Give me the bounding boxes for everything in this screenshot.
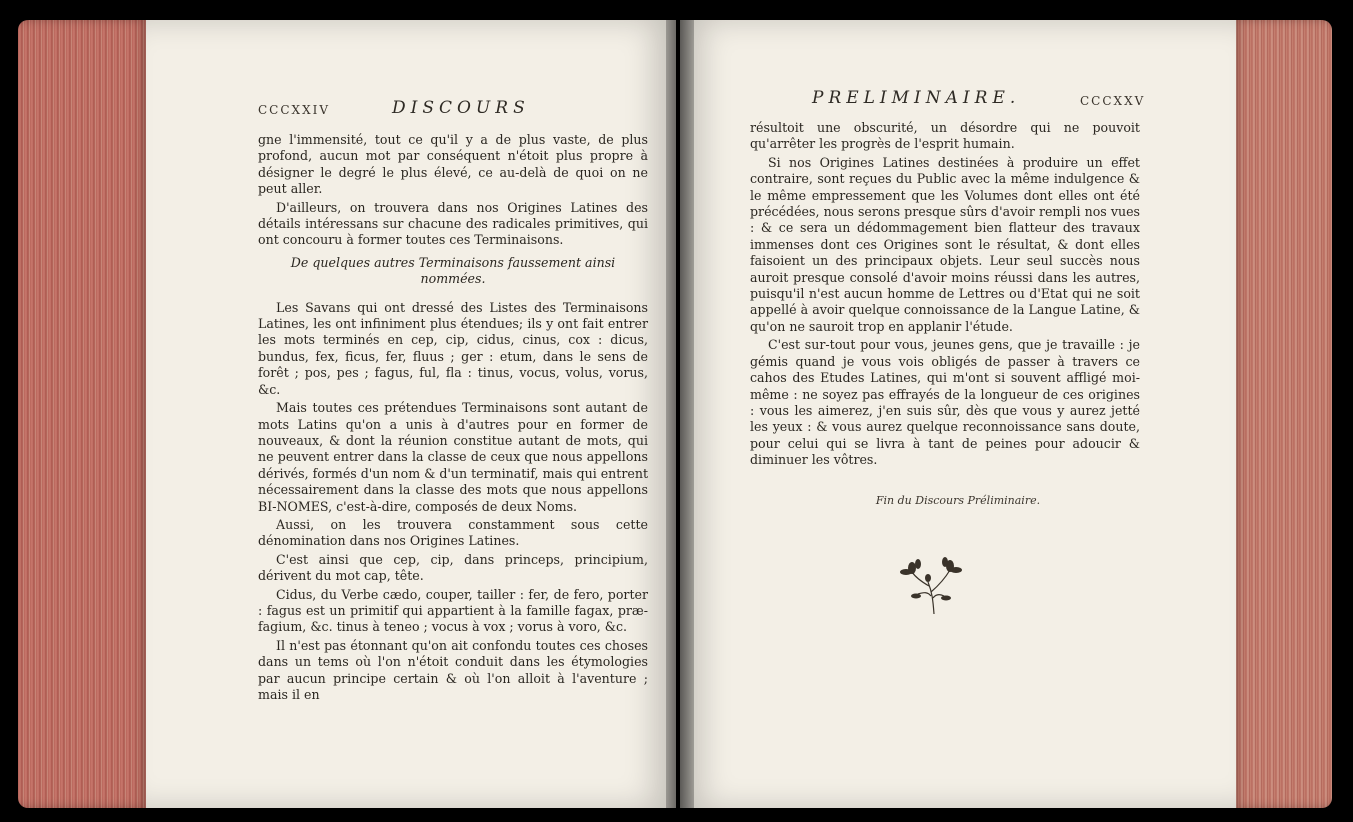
paragraph: Mais toutes ces prétendues Terminaisons sont autant de mots Latins qu'on a unis à d'autres pour en former de nouveaux, & dont la réunion constitue autant de mots, qui ne peuvent entrer dans la classe de ceux que nous appellons dérivés, formés d'un nom & d'un terminatif, mais qui entrent nécessairement dans la classe des mots que nous appellons BI-NOMES, c'est-à-dire, composés de deux Noms. [258, 400, 648, 514]
right-page-edges [1232, 20, 1332, 808]
paragraph: Cidus, du Verbe cædo, couper, tailler : fer, de fero, porter : fagus est un primitif qui appartient à la famille fagax, præ-fagium, &c. tinus à teneo ; vocus à vox ; vorus à voro, &c. [258, 586, 648, 635]
book-gutter [666, 20, 694, 808]
open-book [10, 14, 1345, 814]
paragraph: Il n'est pas étonnant qu'on ait confondu toutes ces choses dans un tems où l'on n'étoit conduit dans les étymologies par aucun principe certain & où l'on alloit à l'aventure ; mais il en [258, 637, 648, 702]
section-subheading: De quelques autres Terminaisons faussement ainsi nommées. [290, 254, 616, 287]
left-running-head: DISCOURS [392, 98, 530, 118]
paragraph: D'ailleurs, on trouvera dans nos Origines Latines des détails intéressans sur chacune des radicales primitives, qui ont concouru à former toutes ces Terminaisons. [258, 199, 648, 248]
left-page-number: CCCXXIV [258, 103, 331, 117]
closing-line: Fin du Discours Préliminaire. [875, 494, 1041, 507]
left-page [146, 20, 676, 808]
paragraph: Si nos Origines Latines destinées à produire un effet contraire, sont reçues du Public avec la même indulgence & le même empressement que les Volumes dont elles ont été précédées, nous serons presque sûrs d'avoir rempli nos vues : & ce sera un dédommagement bien flatteur des travaux immenses dont ces Origines sont le résultat, & dont elles faisoient un des principaux objets. Leur seul succès nous auroit presque consolé d'avoir moins réussi dans les autres, puisqu'il n'est aucun homme de Lettres ou d'Etat qui ne soit appellé à avoir quelque connoissance de la Langue Latine, & qu'on ne sauroit trop en applanir l'étude. [750, 154, 1140, 334]
paragraph: résultoit une obscurité, un désordre qui ne pouvoit qu'arrêter les progrès de l'esprit humain. [750, 120, 1140, 152]
paragraph: C'est sur-tout pour vous, jeunes gens, que je travaille : je gémis quand je vous vois obligés de passer à travers ce cahos des Etudes Latines, qui m'ont si souvent affligé moi-même : ne soyez pas effrayés de la longueur de ces origines : vous les aimerez, j'en suis sûr, dès que vous y aurez jetté les yeux : & vous aurez quelque reconnoissance sans doute, pour celui qui se livra à tant de peines pour adoucir & diminuer les vôtres. [750, 337, 1140, 468]
left-page-edges [18, 20, 148, 808]
floral-vignette-icon [898, 548, 970, 616]
right-page [680, 20, 1236, 808]
paragraph: gne l'immensité, tout ce qu'il y a de plus vaste, de plus profond, aucun mot par conséquent n'étoit plus propre à désigner le degré le plus élevé, ce au-delà de quoi on ne peut aller. [258, 132, 648, 197]
left-body [258, 132, 648, 705]
paragraph: Les Savans qui ont dressé des Listes des Terminaisons Latines, les ont infiniment plus étendues; ils y ont fait entrer les mots terminés en cep, cip, cidus, cinus, cox : dicus, bundus, fex, ficus, fer, fluus ; ger : etum, dans le sens de forêt ; pos, pes ; fagus, ful, fla : tinus, vocus, volus, vorus, &c. [258, 299, 648, 397]
paragraph: Aussi, on les trouvera constamment sous cette dénomination dans nos Origines Latines. [258, 516, 648, 549]
right-running-head: PRELIMINAIRE. [812, 88, 1021, 108]
right-page-number: CCCXXV [1080, 94, 1146, 108]
right-body [750, 120, 1140, 471]
paragraph: C'est ainsi que cep, cip, dans princeps, principium, dérivent du mot cap, tête. [258, 551, 648, 584]
